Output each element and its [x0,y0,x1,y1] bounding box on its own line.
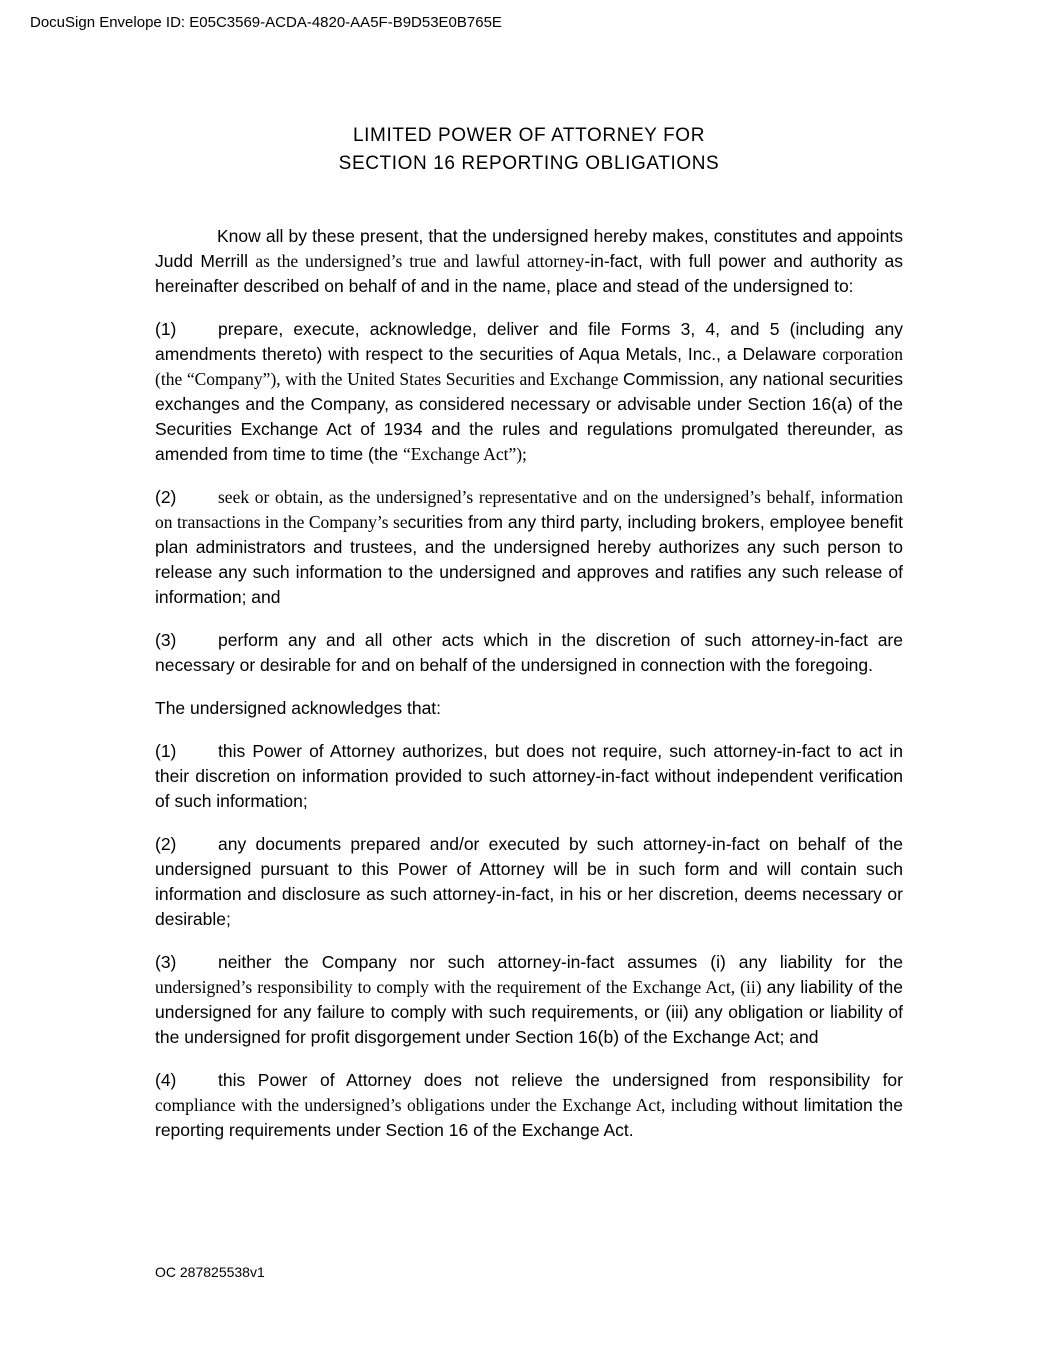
paragraph-number: (3) [155,630,177,650]
paragraph-list [155,224,903,1143]
text-segment-serif: corporation (the “Company”), with the United States Securities and Exchange [155,344,903,389]
text-segment-sans: Commission, any national securities exchanges and the Company, as considered necessary or advisable under Section 16(a) of the Securities Exchange Act of 1934 and the rules and regulations promulgated thereunder, as amended from time to time (the [155,369,903,464]
document-footer-reference: OC 287825538v1 [155,1264,265,1280]
acknowledgment-3 [155,950,903,1050]
intro-paragraph [155,224,903,299]
acknowledgment-1 [155,739,903,814]
text-segment-sans: any documents prepared and/or executed by such attorney-in-fact on behalf of the undersigned pursuant to this Power of Attorney will be in such form and will contain such information and disclosure as such attorney-in-fact, in his or her discretion, deems necessary or desirable; [155,834,903,929]
paragraph-number: (1) [155,319,177,339]
document-title [155,122,903,178]
text-segment-serif: seek or obtain, as the undersigned’s representative and on the undersigned’s behalf, information on transactions in the Company’s se [155,487,903,532]
text-segment-serif: undersigned’s responsibility to comply with the requirement of the Exchange Act, (ii) [155,977,767,997]
docusign-envelope-id: DocuSign Envelope ID: E05C3569-ACDA-4820-AA5F-B9D53E0B765E [30,14,502,31]
text-segment-sans: curities from any third party, including brokers, employee benefit plan administrators and trustees, and the undersigned hereby authorizes any such person to release any such information to the undersigned and approves and ratifies any such release of information; and [155,512,903,607]
text-segment-sans: The undersigned acknowledges that: [155,698,442,718]
text-segment-sans: neither the Company nor such attorney-in-fact assumes (i) any liability for the [218,952,903,972]
paragraph-number: (4) [155,1070,177,1090]
paragraph-number: (3) [155,952,177,972]
document-title-line-1: LIMITED POWER OF ATTORNEY FOR [352,125,706,146]
power-3 [155,628,903,678]
text-segment-serif: as the undersigned’s true and lawful attorney [255,251,585,271]
text-segment-sans: without limitation the reporting requirements under Section 16 of the Exchange Act. [155,1095,903,1140]
text-segment-sans: Know all by these present, that the undersigned hereby makes, constitutes and appoints Judd Merrill [155,226,903,271]
text-segment-sans: any liability of the undersigned for any failure to comply with such requirements, or (iii) any obligation or liability of the undersigned for profit disgorgement under Section 16(b) of the Exchange Act; and [155,977,903,1047]
acknowledgment-2 [155,832,903,932]
document-title-line-2: SECTION 16 REPORTING OBLIGATIONS [338,153,720,174]
text-segment-sans: this Power of Attorney does not relieve the undersigned from responsibility for [218,1070,903,1090]
text-segment-serif: “Exchange Act”); [403,444,527,464]
acknowledgment-4 [155,1068,903,1143]
text-segment-sans: perform any and all other acts which in the discretion of such attorney-in-fact are necessary or desirable for and on behalf of the undersigned in connection with the foregoing. [155,630,903,675]
power-2 [155,485,903,610]
text-segment-serif: compliance with the undersigned’s obligations under the Exchange Act, including [155,1095,743,1115]
text-segment-sans: this Power of Attorney authorizes, but does not require, such attorney-in-fact to act in their discretion on information provided to such attorney-in-fact without independent verification of such information; [155,741,903,811]
text-segment-sans: -in-fact, with full power and authority as hereinafter described on behalf of and in the name, place and stead of the undersigned to: [155,251,903,296]
paragraph-number: (2) [155,834,177,854]
text-segment-sans: prepare, execute, acknowledge, deliver and file Forms 3, 4, and 5 (including any amendments thereto) with respect to the securities of Aqua Metals, Inc., a Delaware [155,319,903,364]
acknowledgment-intro [155,696,903,721]
paragraph-number: (2) [155,487,177,507]
paragraph-number: (1) [155,741,177,761]
power-1 [155,317,903,467]
